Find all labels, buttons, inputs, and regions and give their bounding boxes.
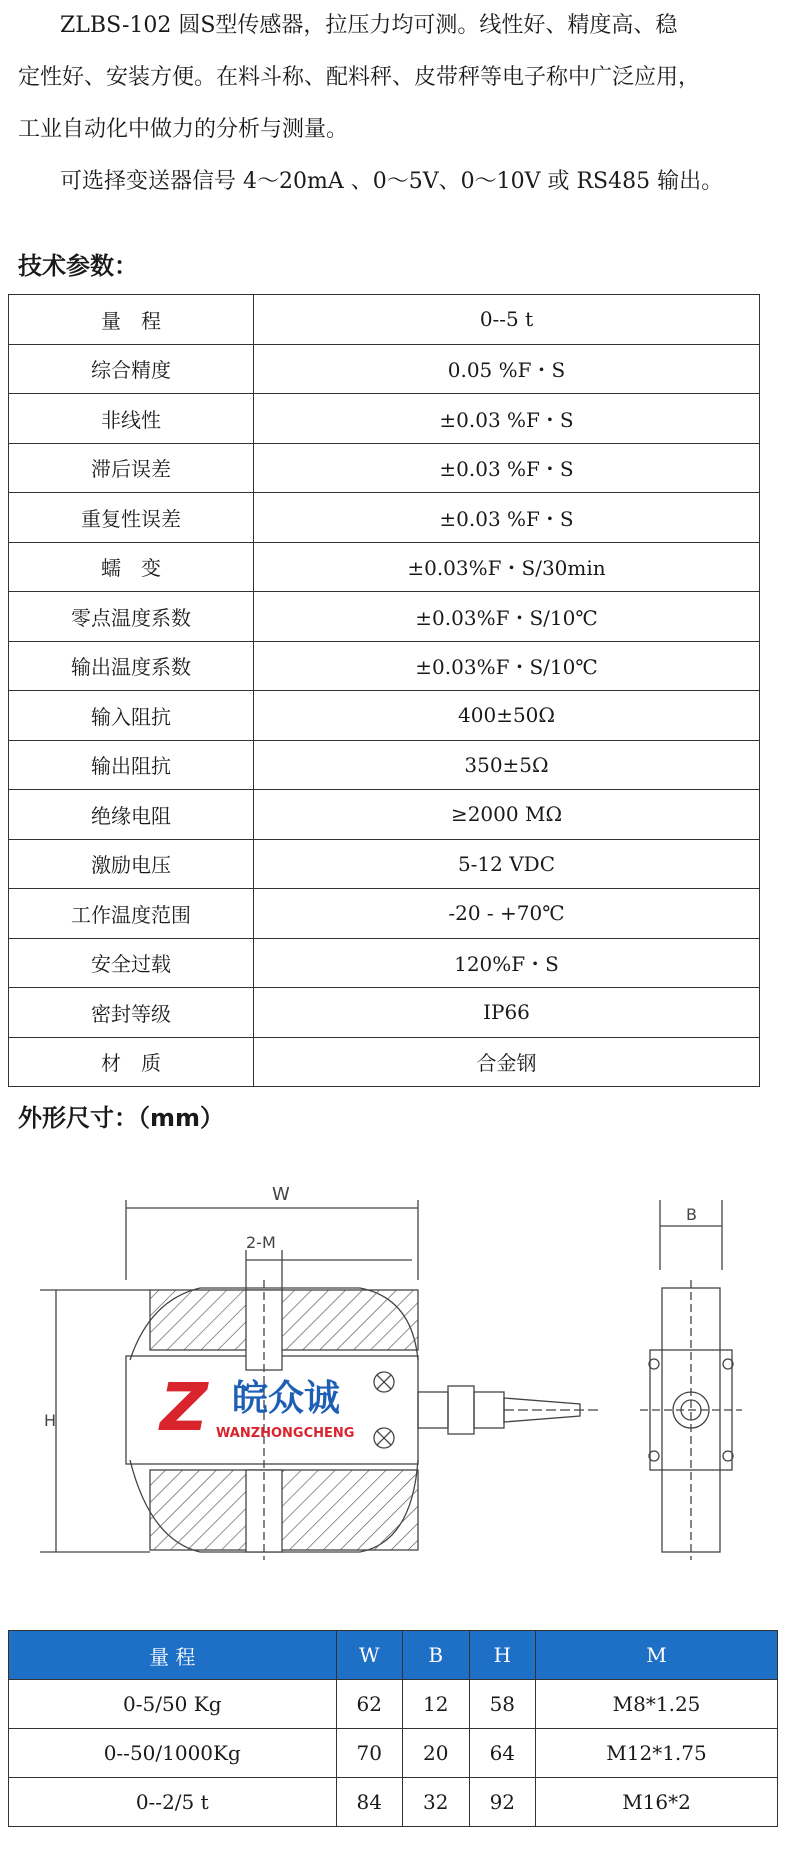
label-b: B — [686, 1205, 697, 1224]
spec-label: 安全过载 — [9, 938, 254, 988]
logo-mark: Z — [160, 1369, 208, 1446]
spec-label: 滞后误差 — [9, 443, 254, 493]
spec-label: 综合精度 — [9, 344, 254, 394]
spec-label: 蠕 变 — [9, 542, 254, 592]
spec-label: 激励电压 — [9, 839, 254, 889]
spec-row — [9, 839, 760, 889]
spec-row — [9, 740, 760, 790]
dims-header-cell: 量 程 — [9, 1631, 337, 1680]
spec-row — [9, 295, 760, 345]
dims-cell: 0--50/1000Kg — [9, 1729, 337, 1778]
dims-header-cell: W — [336, 1631, 403, 1680]
spec-value: ±0.03%F・S/30min — [254, 542, 760, 592]
dims-cell: 0--2/5 t — [9, 1778, 337, 1827]
spec-value: 0.05 %F・S — [254, 344, 760, 394]
spec-value: 合金钢 — [254, 1037, 760, 1087]
spec-value: 400±50Ω — [254, 691, 760, 741]
spec-label: 输出阻抗 — [9, 740, 254, 790]
spec-row — [9, 344, 760, 394]
intro-line-1: ZLBS-102 圆S型传感器，拉压力均可测。线性好、精度高、稳 — [60, 13, 678, 38]
dims-cell: 12 — [403, 1680, 470, 1729]
brand-logo — [158, 1369, 354, 1446]
spec-row — [9, 988, 760, 1038]
dims-cell: 20 — [403, 1729, 470, 1778]
logo-english: WANZHONGCHENG — [216, 1426, 355, 1441]
intro-line-4: 可选择变送器信号 4～20mA 、0～5V、0～10V 或 RS485 输出。 — [60, 169, 724, 194]
spec-row — [9, 542, 760, 592]
spec-label: 零点温度系数 — [9, 592, 254, 642]
dims-cell: 32 — [403, 1778, 470, 1827]
intro-line-3: 工业自动化中做力的分析与测量。 — [18, 117, 349, 142]
spec-label: 非线性 — [9, 394, 254, 444]
logo-chinese: 皖众诚 — [232, 1378, 341, 1419]
label-2m: 2-M — [246, 1233, 276, 1252]
dims-cell: 0-5/50 Kg — [9, 1680, 337, 1729]
spec-label: 密封等级 — [9, 988, 254, 1038]
dims-row — [9, 1729, 778, 1778]
spec-label: 输出温度系数 — [9, 641, 254, 691]
dims-cell: M8*1.25 — [536, 1680, 778, 1729]
spec-value: 5-12 VDC — [254, 839, 760, 889]
specs-table — [8, 294, 760, 1087]
dims-header-cell: M — [536, 1631, 778, 1680]
dims-cell: 58 — [469, 1680, 536, 1729]
spec-label: 量 程 — [9, 295, 254, 345]
dimensions-table — [8, 1630, 778, 1827]
spec-value: ≥2000 MΩ — [254, 790, 760, 840]
dims-cell: 70 — [336, 1729, 403, 1778]
spec-label: 重复性误差 — [9, 493, 254, 543]
spec-row — [9, 592, 760, 642]
spec-value: ±0.03 %F・S — [254, 443, 760, 493]
spec-label: 输入阻抗 — [9, 691, 254, 741]
dims-header-cell: B — [403, 1631, 470, 1680]
intro-line-2: 定性好、安装方便。在料斗称、配料秤、皮带秤等电子称中广泛应用， — [18, 65, 701, 90]
spec-row — [9, 1037, 760, 1087]
spec-row — [9, 889, 760, 939]
spec-value: ±0.03%F・S/10℃ — [254, 641, 760, 691]
spec-value: 350±5Ω — [254, 740, 760, 790]
spec-row — [9, 443, 760, 493]
specs-heading: 技术参数： — [18, 252, 138, 280]
spec-row — [9, 790, 760, 840]
spec-label: 绝缘电阻 — [9, 790, 254, 840]
dims-cell: M12*1.75 — [536, 1729, 778, 1778]
dims-row — [9, 1680, 778, 1729]
dims-row — [9, 1778, 778, 1827]
spec-label: 工作温度范围 — [9, 889, 254, 939]
dims-cell: 64 — [469, 1729, 536, 1778]
dimension-drawing — [0, 1160, 800, 1600]
spec-value: 120%F・S — [254, 938, 760, 988]
dims-cell: 84 — [336, 1778, 403, 1827]
spec-value: ±0.03%F・S/10℃ — [254, 592, 760, 642]
spec-value: 0--5 t — [254, 295, 760, 345]
spec-value: ±0.03 %F・S — [254, 493, 760, 543]
dims-heading: 外形尺寸：（mm） — [18, 1104, 225, 1132]
spec-value: ±0.03 %F・S — [254, 394, 760, 444]
spec-value: -20 - +70℃ — [254, 889, 760, 939]
dims-cell: 92 — [469, 1778, 536, 1827]
spec-value: IP66 — [254, 988, 760, 1038]
label-h: H — [44, 1411, 57, 1430]
dims-cell: M16*2 — [536, 1778, 778, 1827]
spec-row — [9, 938, 760, 988]
dims-cell: 62 — [336, 1680, 403, 1729]
spec-row — [9, 641, 760, 691]
spec-row — [9, 394, 760, 444]
spec-row — [9, 493, 760, 543]
dims-header-cell: H — [469, 1631, 536, 1680]
spec-label: 材 质 — [9, 1037, 254, 1087]
label-w: W — [272, 1184, 290, 1205]
spec-row — [9, 691, 760, 741]
